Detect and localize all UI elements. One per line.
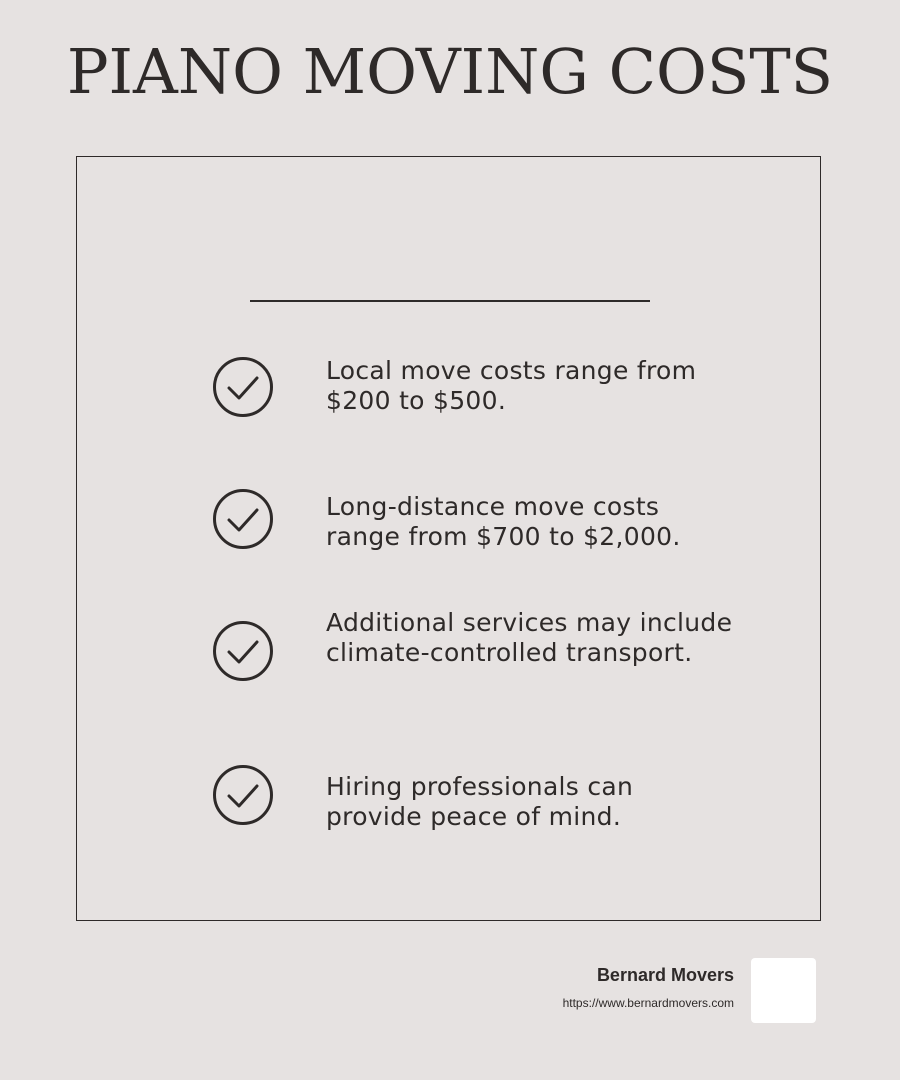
divider-line [250,300,650,302]
page-title: PIANO MOVING COSTS [66,35,834,108]
list-item-text: Long-distance move costs range from $700 to $2,000. [326,492,681,551]
check-circle-icon [212,356,274,418]
logo-placeholder [751,958,816,1023]
list-item-text: Hiring professionals can provide peace of mind. [326,772,634,831]
list-item-text: Additional services may include climate-controlled transport. [326,608,733,667]
list-item-text: Local move costs range from $200 to $500. [326,356,697,415]
check-circle-icon [212,620,274,682]
check-circle-icon [212,488,274,550]
check-circle-icon [212,764,274,826]
brand-name: Bernard Movers [596,965,734,985]
brand-url[interactable]: https://www.bernardmovers.com [562,996,734,1010]
